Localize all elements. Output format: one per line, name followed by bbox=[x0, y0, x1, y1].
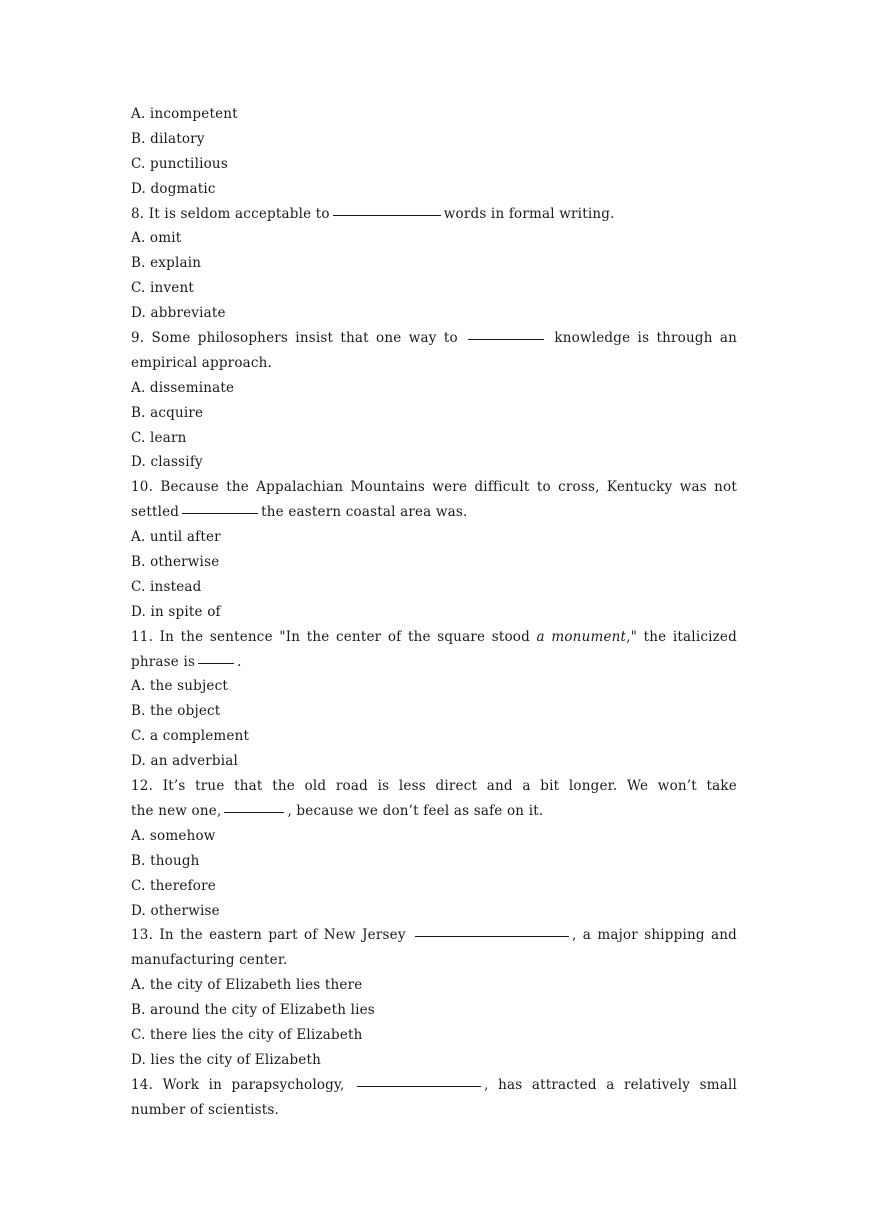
q10-stem-before: settled bbox=[131, 504, 180, 521]
q12-option-b: B. though bbox=[131, 852, 200, 869]
q11-stem-after2: . bbox=[237, 653, 242, 670]
q12-blank bbox=[224, 812, 284, 813]
q8-stem bbox=[131, 202, 737, 227]
q12-stem-line1: 12. It’s true that the old road is less direct and a bit longer. We won’t take bbox=[131, 778, 737, 795]
q8-option-d: D. abbreviate bbox=[131, 305, 226, 322]
q13-blank bbox=[415, 936, 569, 937]
q10-stem-line2 bbox=[131, 500, 737, 525]
q9-stem-line1 bbox=[131, 326, 737, 351]
q14-stem-after: , has attracted a relatively small bbox=[484, 1076, 737, 1093]
q10-option-d: D. in spite of bbox=[131, 603, 221, 620]
q11-stem-line2 bbox=[131, 650, 737, 675]
q9-option-b: B. acquire bbox=[131, 404, 204, 421]
q13-stem-before: 13. In the eastern part of New Jersey bbox=[131, 927, 406, 944]
q12-option-c: C. therefore bbox=[131, 877, 216, 894]
q10-option-a: A. until after bbox=[131, 529, 221, 546]
q13-stem-after: , a major shipping and bbox=[571, 927, 737, 944]
q13-option-b: B. around the city of Elizabeth lies bbox=[131, 1002, 375, 1019]
q9-blank bbox=[468, 339, 544, 340]
q9-stem-line2: empirical approach. bbox=[131, 354, 273, 371]
q13-option-d: D. lies the city of Elizabeth bbox=[131, 1051, 322, 1068]
q9-option-d: D. classify bbox=[131, 454, 203, 471]
q11-option-d: D. an adverbial bbox=[131, 753, 239, 770]
q11-stem-line1 bbox=[131, 625, 737, 650]
q11-option-c: C. a complement bbox=[131, 728, 250, 745]
q10-option-b: B. otherwise bbox=[131, 554, 220, 571]
q10-option-c: C. instead bbox=[131, 578, 202, 595]
q11-italic-phrase: a monument bbox=[536, 628, 627, 645]
q10-stem-after: the eastern coastal area was. bbox=[261, 504, 468, 521]
q8-option-c: C. invent bbox=[131, 280, 194, 297]
q11-option-a: A. the subject bbox=[131, 678, 228, 695]
q9-stem-before: 9. Some philosophers insist that one way to bbox=[131, 330, 458, 347]
q8-option-b: B. explain bbox=[131, 255, 202, 272]
q8-stem-before: 8. It is seldom acceptable to bbox=[131, 205, 330, 222]
q12-option-d: D. otherwise bbox=[131, 902, 220, 919]
q13-stem-line2: manufacturing center. bbox=[131, 952, 288, 969]
q8-option-a: A. omit bbox=[131, 230, 182, 247]
q10-stem-line1: 10. Because the Appalachian Mountains were difficult to cross, Kentucky was not bbox=[131, 479, 737, 496]
q11-stem-before: 11. In the sentence "In the center of the square stood bbox=[131, 628, 530, 645]
q10-blank bbox=[182, 513, 258, 514]
q9-stem-after: knowledge is through an bbox=[554, 330, 738, 347]
q9-option-a: A. disseminate bbox=[131, 379, 235, 396]
q12-stem-line2 bbox=[131, 799, 737, 824]
q7-option-c: C. punctilious bbox=[131, 155, 228, 172]
q12-stem-before: the new one, bbox=[131, 802, 222, 819]
q11-option-b: B. the object bbox=[131, 703, 221, 720]
q9-option-c: C. learn bbox=[131, 429, 187, 446]
q11-stem-after: ," the italicized bbox=[626, 628, 737, 645]
q13-option-c: C. there lies the city of Elizabeth bbox=[131, 1026, 363, 1043]
q12-stem-after: , because we don’t feel as safe on it. bbox=[287, 802, 544, 819]
q8-blank bbox=[333, 215, 441, 216]
q12-option-a: A. somehow bbox=[131, 827, 216, 844]
q13-stem-line1 bbox=[131, 923, 737, 948]
q11-stem-before2: phrase is bbox=[131, 653, 196, 670]
q14-blank bbox=[357, 1086, 481, 1087]
q7-option-b: B. dilatory bbox=[131, 130, 205, 147]
q13-option-a: A. the city of Elizabeth lies there bbox=[131, 977, 363, 994]
q8-stem-after: words in formal writing. bbox=[443, 205, 615, 222]
q14-stem-line1 bbox=[131, 1073, 737, 1098]
q11-blank bbox=[198, 663, 234, 664]
q7-option-a: A. incompetent bbox=[131, 106, 238, 122]
document-page bbox=[131, 102, 737, 1123]
q7-option-d: D. dogmatic bbox=[131, 180, 216, 197]
q14-stem-before: 14. Work in parapsychology, bbox=[131, 1076, 345, 1093]
q14-stem-line2: number of scientists. bbox=[131, 1101, 279, 1118]
